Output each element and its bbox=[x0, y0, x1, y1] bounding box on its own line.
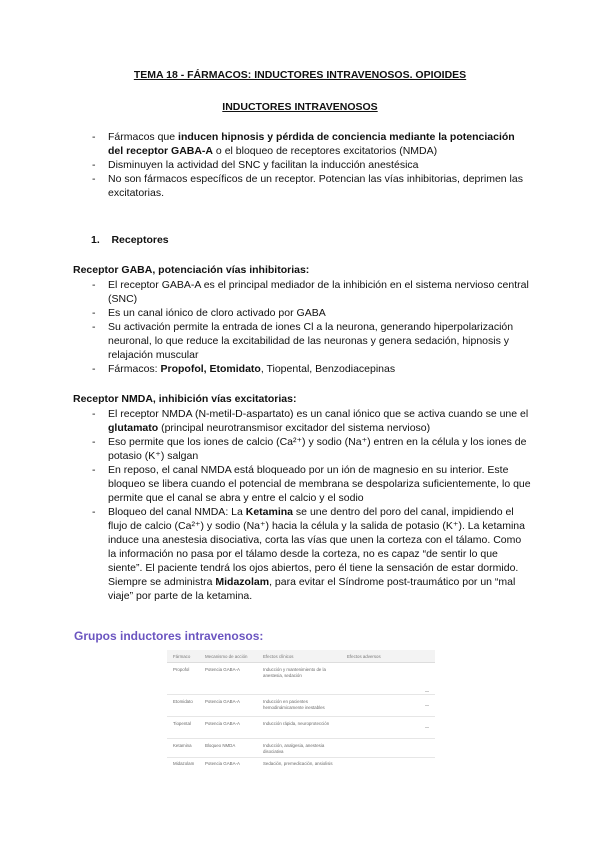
list-item: - Su activación permite la entrada de iones Cl a la neurona, generando hiperpolarización neuronal, lo que reduce la excitabilidad de las neuronas y genera sedación, hipnosis y relajación muscular bbox=[92, 320, 532, 362]
column-header: Mecanismo de acción bbox=[205, 654, 248, 659]
table-row: Tiopental Potencia GABA-A Inducción rápida, neuroprotección bbox=[167, 717, 435, 739]
intro-list bbox=[92, 130, 532, 200]
page-title: TEMA 18 - FÁRMACOS: INDUCTORES INTRAVENOSOS. OPIOIDES bbox=[133, 69, 467, 81]
gaba-list bbox=[92, 278, 532, 376]
table-tick bbox=[425, 727, 429, 728]
gaba-heading: Receptor GABA, potenciación vías inhibitorias: bbox=[73, 264, 310, 276]
list-item: - Es un canal iónico de cloro activado por GABA bbox=[92, 306, 532, 320]
table-row: Midazolam Potencia GABA-A Sedación, premedicación, ansiolisis bbox=[173, 761, 333, 766]
list-item: - El receptor NMDA (N-metil-D-aspartato) es un canal iónico que se activa cuando se une el glutamato (principal neurotransmisor excitador del sistema nervioso) bbox=[92, 407, 532, 435]
nmda-heading: Receptor NMDA, inhibición vías excitatorias: bbox=[73, 393, 297, 405]
list-item: - No son fármacos específicos de un receptor. Potencian las vías inhibitorias, deprimen las excitatorias. bbox=[92, 172, 532, 200]
table-tick bbox=[425, 691, 429, 692]
column-header: Fármaco bbox=[173, 654, 191, 659]
list-item: - Eso permite que los iones de calcio (Ca²⁺) y sodio (Na⁺) entren en la célula y los iones de potasio (K⁺) salgan bbox=[92, 435, 532, 463]
section-title: INDUCTORES INTRAVENOSOS bbox=[222, 101, 378, 113]
table-tick bbox=[425, 705, 429, 706]
drug-table bbox=[167, 650, 435, 775]
table-row: Ketamina Bloqueo NMDA Inducción, analgesia, anestesia disociativa bbox=[167, 739, 435, 758]
section-heading-receptores: 1. Receptores bbox=[91, 234, 169, 246]
list-item: - Fármacos: Propofol, Etomidato, Tiopental, Benzodiacepinas bbox=[92, 362, 532, 376]
list-item: - Disminuyen la actividad del SNC y facilitan la inducción anestésica bbox=[92, 158, 532, 172]
list-item: - En reposo, el canal NMDA está bloqueado por un ión de magnesio en su interior. Este bloqueo se libera cuando el potencial de membrana se despolariza suficientemente, lo que permite que el canal se abra y entre el calcio y el sodio bbox=[92, 463, 532, 505]
table-row: Propofol Potencia GABA-A Inducción y mantenimiento de la anestesia, sedación bbox=[167, 663, 435, 695]
nmda-list bbox=[92, 407, 532, 603]
column-header: Efectos adversos bbox=[347, 654, 381, 659]
table-header bbox=[167, 650, 435, 663]
list-item: - Fármacos que inducen hipnosis y pérdida de conciencia mediante la potenciación del receptor GABA-A o el bloqueo de receptores excitatorios (NMDA) bbox=[92, 130, 532, 158]
list-item: - Bloqueo del canal NMDA: La Ketamina se une dentro del poro del canal, impidiendo el flujo de calcio (Ca²⁺) y sodio (Na⁺) hacia la célula y la salida de potasio (K⁺). La ketamina induce una anestesia disociativa, corta las vías que unen la corteza con el tálamo. Como la información no pasa por el tálamo desde la corteza, no es capaz “de sentir lo que siente”. El paciente tendrá los ojos abiertos, pero él tiene la sensación de estar dormido. Siempre se administra Midazolam, para evitar el Síndrome post-traumático por un “mal viaje” por parte de la ketamina. bbox=[92, 505, 532, 603]
table-row: Etomidato Potencia GABA-A Inducción en pacientes hemodinámicamente inestables bbox=[167, 695, 435, 717]
column-header: Efectos clínicos bbox=[263, 654, 294, 659]
list-item: - El receptor GABA-A es el principal mediador de la inhibición en el sistema nervioso central (SNC) bbox=[92, 278, 532, 306]
groups-heading: Grupos inductores intravenosos: bbox=[74, 629, 264, 643]
